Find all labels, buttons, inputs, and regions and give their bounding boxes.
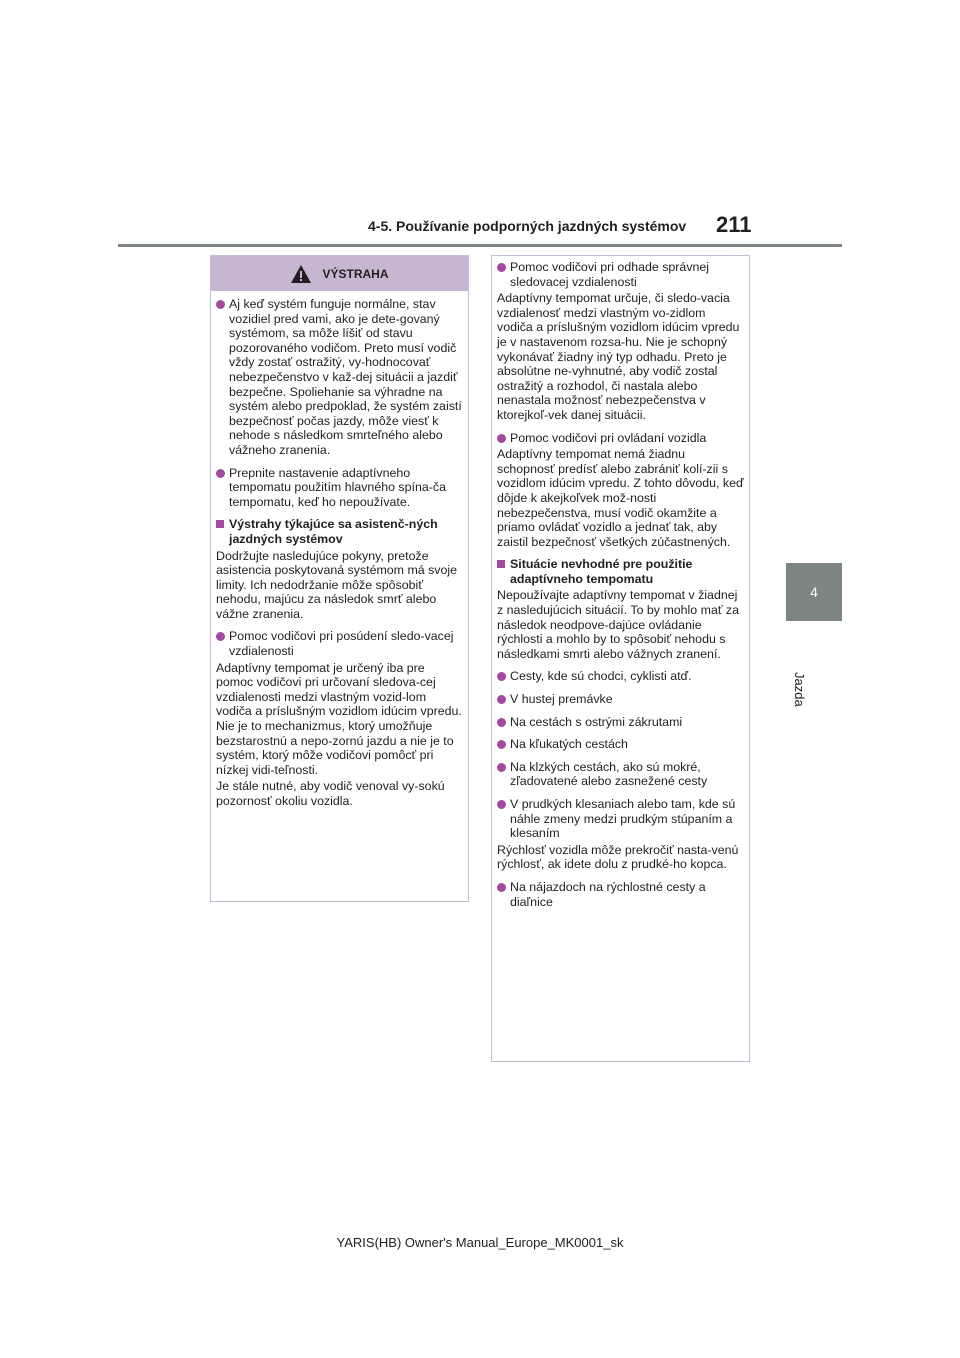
chapter-label: Jazda [792,672,807,707]
list-item: Aj keď systém funguje normálne, stav vozidiel pred vami, ako je dete-govaný systémom, sa môže líšiť od stavu pozorovaného vodičom. Preto musí vodič vždy zostať ostražitý, vy-hodnocovať nebezpečenstvo v kaž-dej situácii a jazdiť bezpečne. Spoliehanie sa výhradne na systém alebo predpoklad, že systém zaistí bezpečnosť počas jazdy, môže viesť k nehode s následkom smrteľného alebo vážneho zranenia. [216,297,463,458]
bullet-dot-icon [497,695,506,704]
warning-triangle-icon [290,264,312,284]
paragraph: Adaptívny tempomat určuje, či sledo-vacia vzdialenosť medzi vlastným vo-zidlom vodiča a príslušným vozidlom idúcim vpredu je v nastavenom rozsa-hu. Nie je schopný vykonávať žiadny iný typ odhadu. Preto je absolútne ne-vyhnutné, aby vodič zostal ostražitý a rozhodol, či nastala alebo nenastala možnosť nebezpečenstva v ktorejkoľ-vek danej situácii. [497,291,740,422]
footer-text: YARIS(HB) Owner's Manual_Europe_MK0001_sk [336,1235,624,1250]
square-bullet-icon [497,560,505,568]
bullet-dot-icon [497,672,506,681]
section-title: 4-5. Používanie podporných jazdných systémov [368,218,687,234]
paragraph: Nepoužívajte adaptívny tempomat v žiadnej z nasledujúcich situácií. To by mohlo mať za následok neodpove-dajúce ovládanie rýchlosti a mohlo by to spôsobiť nehodu s následkami smrti alebo vážnych zranení. [497,588,740,661]
chapter-number: 4 [810,584,818,600]
bullet-dot-icon [497,263,506,272]
chapter-tab[interactable] [786,563,842,621]
list-item: Prepnite nastavenie adaptívneho tempomatu použitím hlavného spína-ča tempomatu, keď ho nepoužívate. [216,466,463,510]
list-item: Na kľukatých cestách [497,737,744,752]
list-item: V hustej premávke [497,692,744,707]
paragraph: Je stále nutné, aby vodič venoval vy-sokú pozornosť okoliu vozidla. [216,779,445,808]
list-item: Pomoc vodičovi pri odhade správnej sledovacej vzdialenosti [497,260,744,289]
paragraph: Dodržujte nasledujúce pokyny, pretože asistencia poskytovaná systémom má svoje limity. Ich nedodržanie môže spôsobiť nehodu, majúcu za následok smrť alebo vážne zranenia. [216,548,458,621]
list-item: Na nájazdoch na rýchlostné cesty a diaľnice [497,880,744,909]
warning-title: VÝSTRAHA [322,266,389,281]
bullet-dot-icon [216,300,225,309]
bullet-dot-icon [497,800,506,809]
list-item: Cesty, kde sú chodci, cyklisti atď. [497,669,744,684]
subheading: Výstrahy týkajúce sa asistenč-ných jazdných systémov [216,517,463,546]
bullet-dot-icon [497,718,506,727]
bullet-dot-icon [497,763,506,772]
subheading: Situácie nevhodné pre použitie adaptívneho tempomatu [497,557,744,586]
bullet-dot-icon [497,883,506,892]
list-item: Pomoc vodičovi pri posúdení sledo-vacej vzdialenosti [216,629,463,658]
bullet-dot-icon [216,469,225,478]
list-item: Pomoc vodičovi pri ovládaní vozidla [497,431,744,446]
square-bullet-icon [216,520,224,528]
bullet-dot-icon [497,740,506,749]
warning-box [210,255,469,902]
paragraph: Rýchlosť vozidla môže prekročiť nasta-venú rýchlosť, ak idete dolu z prudké-ho kopca. [497,842,739,872]
paragraph: Adaptívny tempomat nemá žiadnu schopnosť predísť alebo zabrániť kolí-zii s vozidlom idúcim vpredu. Z tohto dôvodu, keď dôjde k akejkoľvek mož-nosti nebezpečenstva, musí vodič okamžite a priamo ovládať vozidlo a jednať tak, aby zaistil bezpečnosť všetkých zúčastnených. [497,447,744,549]
page-number: 211 [716,212,752,237]
list-item: Na cestách s ostrými zákrutami [497,715,744,730]
list-item: V prudkých klesaniach alebo tam, kde sú náhle zmeny medzi prudkým stúpaním a klesaním [497,797,744,841]
bullet-dot-icon [497,434,506,443]
bullet-dot-icon [216,632,225,641]
paragraph: Adaptívny tempomat je určený iba pre pomoc vodičovi pri určovaní sledova-cej vzdialenosti medzi vlastným vozid-lom vodiča a príslušným vozidlom idúcim vpredu. Nie je to mechanizmus, ktorý umožňuje bezstarostnú a nepo-zornú jazdu a nie je to systém, ktorý môže vodičovi pomôcť pri nízkej vidi-teľnosti. [216,660,462,777]
warning-header [211,256,468,291]
list-item: Na klzkých cestách, ako sú mokré, zľadovatené alebo zasnežené cesty [497,760,744,789]
caution-continued-box [491,255,750,1062]
header-divider [118,244,842,247]
